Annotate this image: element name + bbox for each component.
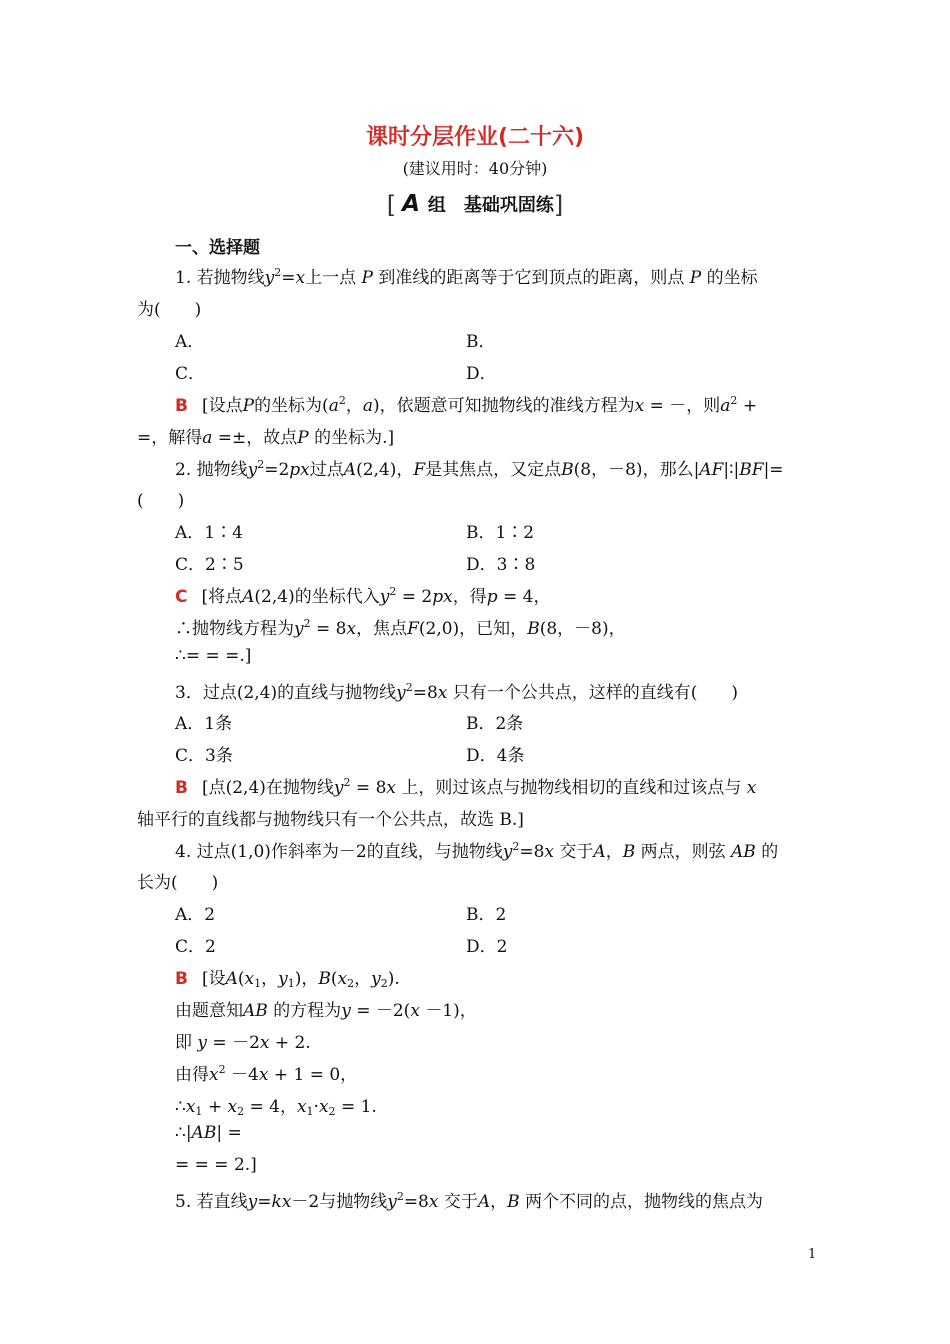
- q1-option-b[interactable]: B．: [466, 332, 496, 352]
- q3-option-a[interactable]: A．1条: [175, 714, 233, 734]
- q1-option-d[interactable]: D．: [466, 364, 497, 384]
- q4-solution-line2: 由题意知AB 的方程为y = －2(x －1)，: [175, 1001, 477, 1021]
- q4-answer: B: [175, 969, 188, 989]
- q4-option-b[interactable]: B．2: [466, 905, 507, 925]
- q3-answer: B: [175, 778, 188, 798]
- group-word: 组: [427, 195, 446, 216]
- section-heading: 一、选择题: [175, 238, 260, 258]
- q2-answer: C: [175, 587, 188, 607]
- right-bracket-icon: ]: [553, 191, 564, 219]
- q4-stem: 4. 过点(1,0)作斜率为－2的直线，与抛物线$y^2=8x$ 交于A，B 两点，则弦 AB 的: [175, 840, 779, 862]
- q3-stem: 3．过点(2,4)的直线与抛物线$y^2=8x$ 只有一个公共点，这样的直线有( ): [175, 681, 739, 703]
- q4-solution-line5: $\therefore x_1 + x_2 = 4$，$x_1\cdot x_2 = 1$.: [175, 1097, 377, 1118]
- group-heading: [0, 191, 950, 219]
- q2-option-a[interactable]: A．1∶4: [175, 523, 243, 543]
- q4-option-c[interactable]: C．2: [175, 937, 216, 957]
- group-name: 基础巩固练: [463, 195, 554, 216]
- q2-solution-line3: ∴= = =.]: [175, 646, 252, 666]
- q2-stem: 2. 抛物线$y^2=2px$过点A(2,4)，F是其焦点，又定点B(8，－8)，那么|AF|∶|BF|=: [175, 458, 784, 480]
- q2-solution: C [将点A(2,4)的坐标代入$y^2 = 2px$，得p = 4，: [175, 585, 551, 607]
- q5-stem: 5. 若直线y=kx－2与抛物线$y^2=8x$ 交于A，B 两个不同的点，抛物线的焦点为: [175, 1190, 764, 1212]
- q2-stem-cont: ( ): [137, 491, 185, 511]
- page-number: 1: [808, 1247, 817, 1262]
- q3-option-d[interactable]: D．4条: [466, 746, 525, 766]
- q2-solution-line2: ∴抛物线方程为$y^2 = 8x$，焦点F(2,0)，已知，B(8，－8)，: [175, 617, 626, 639]
- q3-option-c[interactable]: C．3条: [175, 746, 233, 766]
- q4-option-d[interactable]: D．2: [466, 937, 508, 957]
- group-letter: A: [402, 191, 420, 217]
- q3-option-b[interactable]: B．2条: [466, 714, 524, 734]
- q1-solution: B [设点P的坐标为($a^2$，a)，依题意可知抛物线的准线方程为x = －，则$a^2$ +: [175, 394, 758, 416]
- q4-option-a[interactable]: A．2: [175, 905, 216, 925]
- page-title: 课时分层作业(二十六): [365, 125, 585, 150]
- q2-option-d[interactable]: D．3∶8: [466, 555, 536, 575]
- q3-solution-cont: 轴平行的直线都与抛物线只有一个公共点，故选 B.]: [137, 810, 524, 830]
- q4-solution-line7: = = = 2.]: [175, 1155, 257, 1175]
- q1-option-a[interactable]: A．: [175, 332, 205, 352]
- q1-stem-cont: 为( ): [137, 300, 202, 320]
- q4-solution-line4: 由得$x^2 -4x + 1 = 0$，: [175, 1063, 358, 1085]
- left-bracket-icon: [: [386, 191, 397, 219]
- q4-solution-line6: ∴|AB| =: [175, 1123, 242, 1143]
- q4-solution: B [设$A(x_1$，$y_1$)，$B(x_2$，$y_2$).: [175, 969, 400, 990]
- q3-solution: B [点(2,4)在抛物线$y^2 = 8x$ 上，则过该点与抛物线相切的直线和过该点与 x: [175, 776, 757, 798]
- q1-solution-cont: =，解得a =±，故点P 的坐标为.]: [137, 428, 395, 448]
- q2-option-c[interactable]: C．2∶5: [175, 555, 244, 575]
- q1-option-c[interactable]: C．: [175, 364, 206, 384]
- q2-option-b[interactable]: B．1∶2: [466, 523, 535, 543]
- q1-stem: 1. 若抛物线$y^2=x$上一点 P 到准线的距离等于它到顶点的距离，则点 P 的坐标: [175, 266, 758, 288]
- time-suggestion: (建议用时：40分钟): [402, 159, 548, 178]
- q1-answer: B: [175, 396, 188, 416]
- q4-solution-line3: 即 y = －2x + 2.: [175, 1033, 311, 1053]
- q4-stem-cont: 长为( ): [137, 873, 219, 893]
